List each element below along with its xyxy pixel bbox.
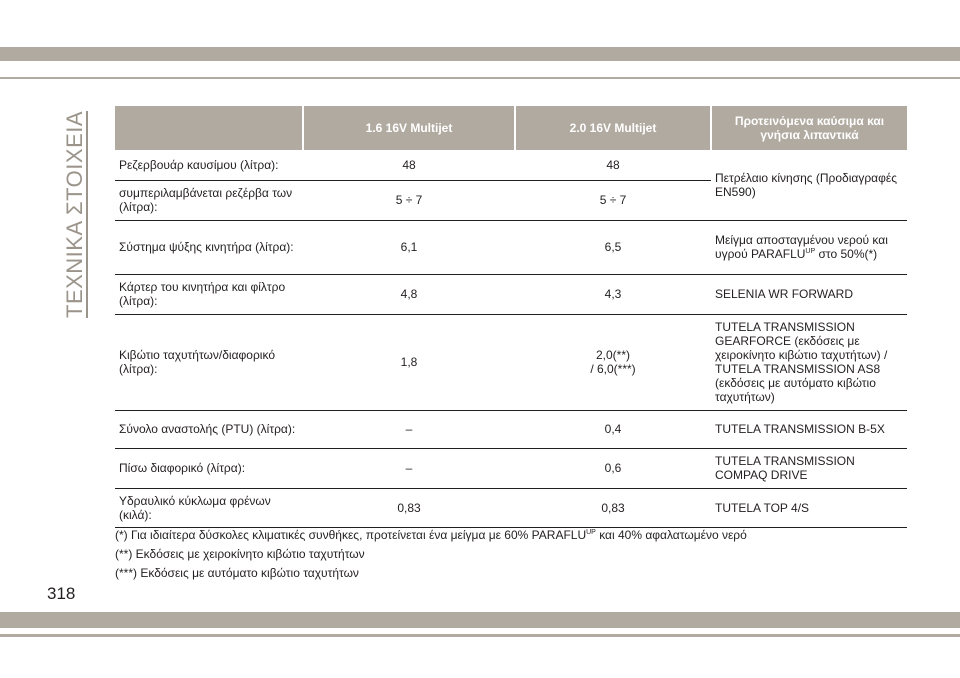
row-value-engine-2 (515, 314, 711, 410)
row-value-engine-2: 6,5 (515, 220, 711, 274)
row-value-engine-1: 1,8 (303, 314, 515, 410)
row-value-engine-2: 5 ÷ 7 (515, 180, 711, 220)
footnote-1-sup: UP (586, 529, 596, 536)
row-label: Πίσω διαφορικό (λίτρα): (115, 448, 303, 488)
header-rule (0, 77, 960, 79)
table-row (115, 220, 907, 274)
footnote-1-text: (*) Για ιδιαίτερα δύσκολες κλιματικές συνθήκες, προτείνεται ένα μείγμα με 60% PARAFLU (115, 528, 587, 542)
footer-rule (0, 634, 960, 637)
row-label: Σύνολο αναστολής (PTU) (λίτρα): (115, 410, 303, 448)
page-number: 318 (47, 584, 76, 603)
row-value-engine-1: 48 (303, 150, 515, 180)
coolant-spec (711, 220, 907, 274)
footnote-2: (**) Εκδόσεις με χειροκίνητο κιβώτιο ταχυτήτων (115, 547, 365, 561)
row-value-engine-2: 0,4 (515, 410, 711, 448)
row-spec: SELENIA WR FORWARD (711, 274, 907, 314)
row-label: Ρεζερβουάρ καυσίμου (λίτρα): (115, 150, 303, 180)
row-label: Υδραυλικό κύκλωμα φρένων (κιλά): (115, 488, 303, 527)
row-label: Κάρτερ του κινητήρα και φίλτρο (λίτρα): (115, 274, 303, 314)
header-empty (115, 106, 303, 150)
table-row (115, 314, 907, 410)
header-engine-1: 1.6 16V Multijet (303, 106, 515, 150)
spec-table (115, 106, 907, 528)
row-value-engine-1: 0,83 (303, 488, 515, 527)
footer-band (0, 612, 960, 628)
footnote-3: (***) Εκδόσεις με αυτόματο κιβώτιο ταχυτήτων (115, 566, 359, 580)
row-spec: TUTELA TOP 4/S (711, 488, 907, 527)
table-row (115, 448, 907, 488)
footnote-1-tail: και 40% αφαλατωμένο νερό (595, 528, 747, 542)
row-spec: TUTELA TRANSMISSION B-5X (711, 410, 907, 448)
coolant-spec-sup: UP (805, 248, 816, 255)
table-header-row (115, 106, 907, 150)
row-value-engine-2: 0,83 (515, 488, 711, 527)
section-title: ΤΕΧΝΙΚΑ ΣΤΟΙΧΕΙΑ (62, 110, 87, 318)
row-spec: TUTELA TRANSMISSION COMPAQ DRIVE (711, 448, 907, 488)
footnotes (115, 526, 915, 583)
row-value-engine-1: 4,8 (303, 274, 515, 314)
row-value-engine-2: 0,6 (515, 448, 711, 488)
row-label: Σύστημα ψύξης κινητήρα (λίτρα): (115, 220, 303, 274)
row-spec: TUTELA TRANSMISSION GEARFORCE (εκδόσεις με χειροκίνητο κιβώτιο ταχυτήτων) / TUTELA TRANSMISSION AS8 (εκδόσεις με αυτόματο κιβώτιο ταχυτήτων) (711, 314, 907, 410)
coolant-spec-text: Μείγμα αποσταγμένου νερού και υγρού PARAFLU (715, 233, 888, 261)
row-value-engine-1: 6,1 (303, 220, 515, 274)
row-value-engine-1: – (303, 448, 515, 488)
row-value-engine-1: 5 ÷ 7 (303, 180, 515, 220)
table-row (115, 488, 907, 527)
row-value-automatic: / 6,0(***) (590, 362, 636, 376)
footnote-1 (115, 526, 915, 545)
row-label: συμπεριλαμβάνεται ρεζέρβα των (λίτρα): (115, 180, 303, 220)
row-label: Κιβώτιο ταχυτήτων/διαφορικό (λίτρα): (115, 314, 303, 410)
table-row (115, 274, 907, 314)
table-row (115, 410, 907, 448)
row-value-engine-1: – (303, 410, 515, 448)
row-value-engine-2: 4,3 (515, 274, 711, 314)
header-band (0, 47, 960, 61)
table-row (115, 150, 907, 180)
header-engine-2: 2.0 16V Multijet (515, 106, 711, 150)
coolant-spec-tail: στο 50%(*) (815, 247, 878, 261)
header-recommended: Προτεινόμενα καύσιμα και γνήσια λιπαντικά (711, 106, 907, 150)
row-value-manual: 2,0(**) (595, 348, 630, 362)
row-value-engine-2: 48 (515, 150, 711, 180)
fuel-spec: Πετρέλαιο κίνησης (Προδιαγραφές EN590) (711, 150, 907, 220)
